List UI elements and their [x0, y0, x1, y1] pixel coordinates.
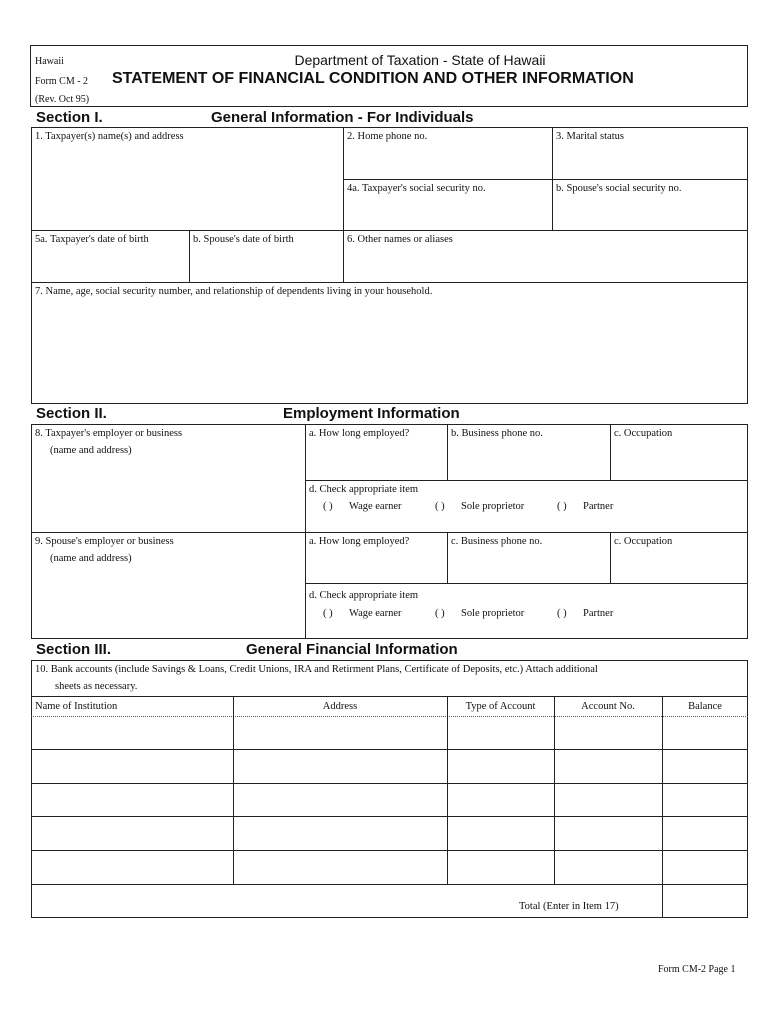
s3-vline-1: [233, 696, 234, 884]
header-state: Hawaii: [35, 56, 64, 67]
page-title: STATEMENT OF FINANCIAL CONDITION AND OTHER INFORMATION: [112, 70, 634, 87]
field-8c-label: c. Occupation: [614, 428, 673, 439]
option-9-wage-label: Wage earner: [349, 608, 402, 619]
taxpayer-business-phone-input[interactable]: [451, 446, 610, 478]
bank-row-5-institution-input[interactable]: [35, 854, 233, 882]
s2-hline-1: [305, 480, 748, 481]
checkbox-9-partner[interactable]: ( ): [557, 608, 567, 619]
field-9a-label: a. How long employed?: [309, 536, 410, 547]
bank-row-5-type-input[interactable]: [451, 854, 554, 882]
field-10-label: 10. Bank accounts (include Savings & Loans, Credit Unions, IRA and Retirment Plans, Certificate of Deposits, etc.) Attach additional: [35, 664, 598, 675]
field-6-label: 6. Other names or aliases: [347, 234, 453, 245]
s3-vline-3: [554, 696, 555, 884]
s2-vline-3: [610, 424, 611, 480]
bank-row-4-type-input[interactable]: [451, 820, 554, 848]
field-2-label: 2. Home phone no.: [347, 131, 428, 142]
field-8-label: 8. Taxpayer's employer or business: [35, 428, 183, 439]
s1-hline-3: [31, 282, 748, 283]
spouse-ssn-input[interactable]: [556, 200, 748, 228]
total-balance-input[interactable]: [666, 888, 748, 916]
dependents-input[interactable]: [36, 302, 746, 402]
other-names-input[interactable]: [347, 252, 748, 280]
bank-row-2-institution-input[interactable]: [35, 753, 233, 781]
field-7-label: 7. Name, age, social security number, and relationship of dependents living in your household.: [35, 286, 433, 297]
s3-row-line-2: [31, 783, 748, 784]
section3-title: General Financial Information: [246, 641, 458, 658]
s1-hline-1: [343, 179, 748, 180]
bank-row-2-address-input[interactable]: [237, 753, 447, 781]
s3-header-bottom: [31, 716, 748, 717]
bank-row-2-balance-input[interactable]: [666, 753, 748, 781]
field-1-label: 1. Taxpayer(s) name(s) and address: [35, 131, 184, 142]
field-9-sublabel: (name and address): [50, 553, 132, 564]
col-institution-header: Name of Institution: [35, 701, 118, 712]
field-5b-label: b. Spouse's date of birth: [193, 234, 294, 245]
col-type-header: Type of Account: [465, 701, 536, 712]
bank-row-3-balance-input[interactable]: [666, 787, 748, 815]
s2-hline-2: [31, 532, 748, 533]
taxpayer-dob-input[interactable]: [35, 252, 189, 280]
field-4a-label: 4a. Taxpayer's social security no.: [347, 183, 486, 194]
bank-row-2-type-input[interactable]: [451, 753, 554, 781]
field-8a-label: a. How long employed?: [309, 428, 410, 439]
col-balance-header: Balance: [688, 701, 722, 712]
checkbox-8-sole[interactable]: ( ): [435, 501, 445, 512]
s3-row-line-3: [31, 816, 748, 817]
bank-row-2-account-no-input[interactable]: [558, 753, 662, 781]
taxpayer-how-long-input[interactable]: [309, 446, 447, 478]
bank-row-3-institution-input[interactable]: [35, 787, 233, 815]
s3-header-top: [31, 696, 748, 697]
s1-vline-3: [189, 230, 190, 282]
total-label: Total (Enter in Item 17): [519, 901, 619, 912]
s3-vline-4: [662, 696, 663, 918]
field-9-label: 9. Spouse's employer or business: [35, 536, 174, 547]
section2-label: Section II.: [36, 405, 107, 422]
bank-row-5-address-input[interactable]: [237, 854, 447, 882]
bank-row-4-institution-input[interactable]: [35, 820, 233, 848]
bank-row-1-address-input[interactable]: [237, 720, 447, 748]
field-9c-phone-label: c. Business phone no.: [451, 536, 543, 547]
bank-row-3-address-input[interactable]: [237, 787, 447, 815]
option-8-partner-label: Partner: [583, 501, 614, 512]
bank-row-1-type-input[interactable]: [451, 720, 554, 748]
col-address-header: Address: [322, 701, 358, 712]
spouse-employer-input[interactable]: [36, 570, 304, 638]
section3-label: Section III.: [36, 641, 112, 658]
marital-status-input[interactable]: [556, 150, 748, 176]
field-8d-label: d. Check appropriate item: [309, 484, 419, 495]
bank-row-1-institution-input[interactable]: [35, 720, 233, 748]
field-10-sublabel: sheets as necessary.: [55, 681, 138, 692]
s3-row-line-4: [31, 850, 748, 851]
option-8-wage-label: Wage earner: [349, 501, 402, 512]
option-9-sole-label: Sole proprietor: [461, 608, 525, 619]
field-8-sublabel: (name and address): [50, 445, 132, 456]
bank-row-3-account-no-input[interactable]: [558, 787, 662, 815]
checkbox-9-wage[interactable]: ( ): [323, 608, 333, 619]
s2-vline-4: [447, 532, 448, 583]
spouse-how-long-input[interactable]: [309, 553, 447, 581]
col-account-header: Account No.: [581, 701, 635, 712]
checkbox-8-partner[interactable]: ( ): [557, 501, 567, 512]
bank-row-4-balance-input[interactable]: [666, 820, 748, 848]
taxpayer-ssn-input[interactable]: [347, 200, 551, 228]
header-revision: (Rev. Oct 95): [35, 94, 90, 105]
bank-row-1-account-no-input[interactable]: [558, 720, 662, 748]
spouse-business-phone-input[interactable]: [451, 553, 610, 581]
option-9-partner-label: Partner: [583, 608, 614, 619]
s2-hline-3: [305, 583, 748, 584]
bank-row-5-account-no-input[interactable]: [558, 854, 662, 882]
bank-row-5-balance-input[interactable]: [666, 854, 748, 882]
s1-hline-2: [31, 230, 748, 231]
field-3-label: 3. Marital status: [556, 131, 624, 142]
taxpayer-name-address-input[interactable]: [36, 146, 340, 230]
checkbox-9-sole[interactable]: ( ): [435, 608, 445, 619]
header-form-number: Form CM - 2: [35, 76, 89, 87]
section1-label: Section I.: [36, 109, 103, 126]
home-phone-input[interactable]: [347, 150, 551, 176]
bank-row-4-address-input[interactable]: [237, 820, 447, 848]
s2-vline-1: [305, 424, 306, 639]
taxpayer-occupation-input[interactable]: [614, 446, 748, 478]
section1-title: General Information - For Individuals: [211, 109, 474, 126]
field-9c-label: c. Occupation: [614, 536, 673, 547]
s1-vline-2: [552, 127, 553, 230]
section2-title: Employment Information: [283, 405, 460, 422]
taxpayer-employer-input[interactable]: [36, 462, 304, 532]
bank-row-1-balance-input[interactable]: [666, 720, 748, 748]
field-9d-label: d. Check appropriate item: [309, 590, 419, 601]
s3-vline-2: [447, 696, 448, 884]
s3-row-line-1: [31, 749, 748, 750]
checkbox-8-wage[interactable]: ( ): [323, 501, 333, 512]
header-department: Department of Taxation - State of Hawaii: [294, 52, 546, 68]
spouse-occupation-input[interactable]: [614, 553, 748, 581]
spouse-dob-input[interactable]: [193, 252, 343, 280]
field-4b-label: b. Spouse's social security no.: [556, 183, 682, 194]
s1-vline-1: [343, 127, 344, 282]
bank-row-4-account-no-input[interactable]: [558, 820, 662, 848]
field-5a-label: 5a. Taxpayer's date of birth: [35, 234, 149, 245]
bank-row-3-type-input[interactable]: [451, 787, 554, 815]
s2-vline-2: [447, 424, 448, 480]
s3-row-line-5: [31, 884, 748, 885]
page-footer: Form CM-2 Page 1: [658, 964, 736, 975]
field-8b-label: b. Business phone no.: [451, 428, 543, 439]
s2-vline-5: [610, 532, 611, 583]
option-8-sole-label: Sole proprietor: [461, 501, 525, 512]
